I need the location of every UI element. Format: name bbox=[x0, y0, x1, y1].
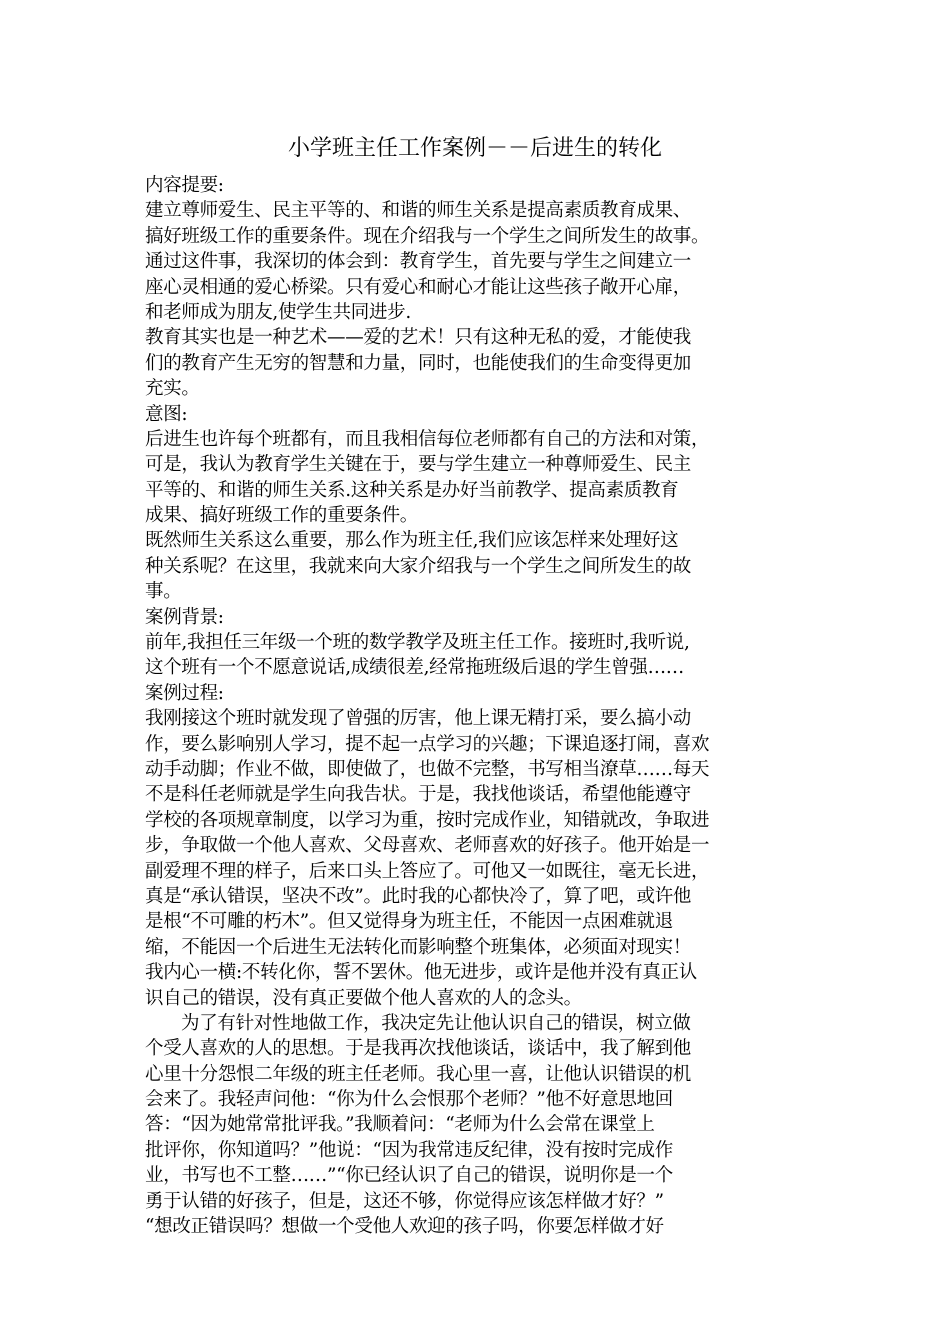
text-line: 教育其实也是一种艺术——爱的艺术！只有这种无私的爱，才能使我 bbox=[145, 327, 692, 349]
text-line: 心里十分怨恨二年级的班主任老师。我心里一喜，让他认识错误的机 bbox=[145, 1063, 692, 1085]
text-line: 种关系呢？在这里，我就来向大家介绍我与一个学生之间所发生的故 bbox=[145, 555, 692, 577]
text-line: 缩，不能因一个后进生无法转化而影响整个班集体，必须面对现实！ bbox=[145, 936, 692, 958]
text-line: 和老师成为朋友,使学生共同进步. bbox=[145, 301, 411, 323]
text-line: 我刚接这个班时就发现了曾强的厉害，他上课无精打采，要么搞小动 bbox=[145, 708, 692, 730]
text-line: 副爱理不理的样子，后来口头上答应了。可他又一如既往，毫无长进， bbox=[145, 860, 710, 882]
document-title: 小学班主任工作案例－－后进生的转化 bbox=[287, 136, 662, 161]
text-line: 前年,我担任三年级一个班的数学教学及班主任工作。接班时,我听说, bbox=[145, 632, 690, 654]
text-line: 可是，我认为教育学生关键在于，要与学生建立一种尊师爱生、民主 bbox=[145, 454, 692, 476]
text-line: 步，争取做一个他人喜欢、父母喜欢、老师喜欢的好孩子。他开始是一 bbox=[145, 835, 710, 857]
document-body bbox=[145, 173, 825, 1239]
text-line: 案例过程: bbox=[145, 682, 224, 704]
text-line: 后进生也许每个班都有，而且我相信每位老师都有自己的方法和对策， bbox=[145, 428, 710, 450]
text-line: 成果、搞好班级工作的重要条件。 bbox=[145, 505, 419, 527]
text-line: 搞好班级工作的重要条件。现在介绍我与一个学生之间所发生的故事。 bbox=[145, 225, 710, 247]
text-line: 作，要么影响别人学习，提不起一点学习的兴趣；下课追逐打闹，喜欢 bbox=[145, 733, 710, 755]
text-line: 答：“因为她常常批评我。”我顺着问：“老师为什么会常在课堂上 bbox=[145, 1114, 655, 1136]
text-line: 座心灵相通的爱心桥梁。只有爱心和耐心才能让这些孩子敞开心扉， bbox=[145, 276, 692, 298]
text-line: 事。 bbox=[145, 581, 182, 603]
text-line: 个受人喜欢的人的思想。于是我再次找他谈话，谈话中，我了解到他 bbox=[145, 1038, 692, 1060]
text-line: 动手动脚；作业不做，即使做了，也做不完整，书写相当潦草……每天 bbox=[145, 758, 710, 780]
text-line: 真是“承认错误，坚决不改”。此时我的心都快冷了，算了吧，或许他 bbox=[145, 885, 692, 907]
text-line: 不是科任老师就是学生向我告状。于是，我找他谈话，希望他能遵守 bbox=[145, 784, 692, 806]
text-line: “想改正错误吗？想做一个受他人欢迎的孩子吗，你要怎样做才好 bbox=[145, 1216, 664, 1238]
text-line: 既然师生关系这么重要，那么作为班主任,我们应该怎样来处理好这 bbox=[145, 530, 679, 552]
text-line: 勇于认错的好孩子，但是，这还不够，你觉得应该怎样做才好？” bbox=[145, 1190, 664, 1212]
text-line: 案例背景: bbox=[145, 606, 224, 628]
text-line: 业，书写也不工整……”“你已经认识了自己的错误，说明你是一个 bbox=[145, 1165, 673, 1187]
text-line: 平等的、和谐的师生关系.这种关系是办好当前教学、提高素质教育 bbox=[145, 479, 679, 501]
text-line: 会来了。我轻声问他：“你为什么会恨那个老师？”他不好意思地回 bbox=[145, 1089, 673, 1111]
text-line: 这个班有一个不愿意说话,成绩很差,经常拖班级后退的学生曾强…… bbox=[145, 657, 684, 679]
text-line: 意图: bbox=[145, 403, 188, 425]
text-line: 识自己的错误，没有真正要做个他人喜欢的人的念头。 bbox=[145, 987, 582, 1009]
text-line: 内容提要: bbox=[145, 175, 224, 196]
text-line: 是根“不可雕的朽木”。但又觉得身为班主任，不能因一点困难就退 bbox=[145, 911, 673, 933]
text-line: 们的教育产生无穷的智慧和力量，同时，也能使我们的生命变得更加 bbox=[145, 352, 692, 374]
text-line-indented: 为了有针对性地做工作，我决定先让他认识自己的错误，树立做 bbox=[181, 1012, 691, 1034]
text-line: 批评你，你知道吗？”他说：“因为我常违反纪律，没有按时完成作 bbox=[145, 1139, 673, 1161]
text-line: 我内心一横:不转化你，誓不罢休。他无进步，或许是他并没有真正认 bbox=[145, 962, 697, 984]
text-line: 充实。 bbox=[145, 378, 200, 400]
text-line: 学校的各项规章制度，以学习为重，按时完成作业，知错就改，争取进 bbox=[145, 809, 710, 831]
text-line: 通过这件事，我深切的体会到：教育学生，首先要与学生之间建立一 bbox=[145, 251, 692, 273]
text-line: 建立尊师爱生、民主平等的、和谐的师生关系是提高素质教育成果、 bbox=[145, 200, 692, 222]
